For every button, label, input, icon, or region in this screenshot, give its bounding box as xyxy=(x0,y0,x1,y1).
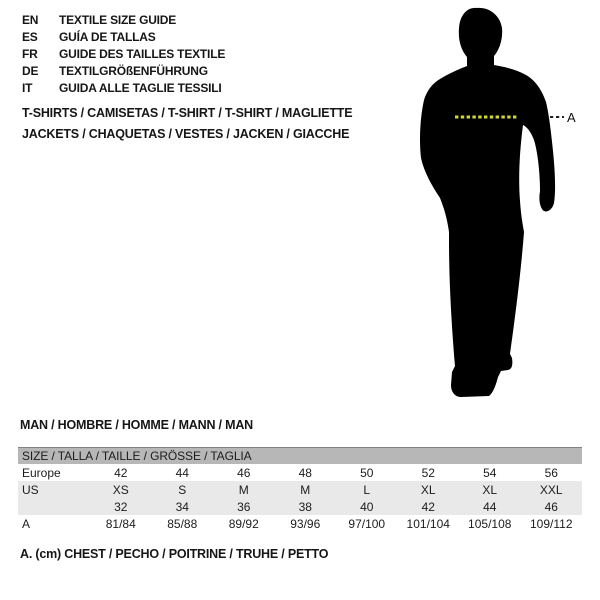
measure-label-a: A xyxy=(567,110,576,125)
size-cell: 44 xyxy=(175,465,189,480)
size-cell: 40 xyxy=(336,498,398,515)
language-row xyxy=(22,45,225,62)
language-list xyxy=(22,11,225,96)
size-cell: 81/84 xyxy=(105,516,136,531)
category-line-tshirts: T-SHIRTS / CAMISETAS / T-SHIRT / T-SHIRT / MAGLIETTE xyxy=(22,106,353,120)
size-cell: 44 xyxy=(459,498,521,515)
size-cell: 32 xyxy=(90,498,152,515)
size-cell: M xyxy=(213,481,275,498)
language-label: TEXTILGRÖßENFÜHRUNG xyxy=(59,63,208,78)
size-cell: 105/108 xyxy=(468,516,512,531)
size-table-header: SIZE / TALLA / TAILLE / GRÖSSE / TAGLIA xyxy=(18,448,582,465)
language-label: TEXTILE SIZE GUIDE xyxy=(59,12,177,27)
language-code: FR xyxy=(22,46,38,61)
size-cell: L xyxy=(336,481,398,498)
size-cell: 85/88 xyxy=(167,516,198,531)
size-cell: 101/104 xyxy=(406,516,450,531)
language-code: EN xyxy=(22,12,39,27)
size-cell: 109/112 xyxy=(530,516,573,531)
size-cell: 52 xyxy=(421,465,435,480)
language-code: IT xyxy=(22,80,33,95)
language-code: DE xyxy=(22,63,39,78)
language-row xyxy=(22,79,225,96)
size-cell: XS xyxy=(90,481,152,498)
category-line-jackets: JACKETS / CHAQUETAS / VESTES / JACKEN / GIACCHE xyxy=(22,127,350,141)
size-cell: S xyxy=(152,481,214,498)
table-row-europe xyxy=(18,464,582,481)
size-cell: 38 xyxy=(275,498,337,515)
language-label: GUIDA ALLE TAGLIE TESSILI xyxy=(59,80,222,95)
language-label: GUIDE DES TAILLES TEXTILE xyxy=(59,46,226,61)
size-cell: 89/92 xyxy=(228,516,259,531)
language-row xyxy=(22,11,225,28)
man-silhouette-figure xyxy=(415,5,580,402)
size-cell: M xyxy=(275,481,337,498)
size-cell: 97/100 xyxy=(348,516,386,531)
language-code: ES xyxy=(22,29,38,44)
size-cell: 50 xyxy=(360,465,374,480)
row-label xyxy=(18,498,90,515)
size-cell: 42 xyxy=(114,465,128,480)
size-cell: 34 xyxy=(152,498,214,515)
size-cell: XL xyxy=(398,481,460,498)
size-cell: XL xyxy=(459,481,521,498)
row-label: Europe xyxy=(22,465,61,480)
size-cell: 56 xyxy=(544,465,558,480)
footnote-chest-legend: A. (cm) CHEST / PECHO / POITRINE / TRUHE / PETTO xyxy=(20,547,329,561)
language-row xyxy=(22,28,225,45)
man-silhouette xyxy=(420,8,555,397)
size-table xyxy=(18,447,582,532)
size-cell: 42 xyxy=(398,498,460,515)
language-label: GUÍA DE TALLAS xyxy=(59,29,156,44)
size-cell: 48 xyxy=(298,465,312,480)
section-title-man: MAN / HOMBRE / HOMME / MANN / MAN xyxy=(20,418,253,432)
table-row-us xyxy=(18,481,582,498)
size-cell: 36 xyxy=(213,498,275,515)
language-row xyxy=(22,62,225,79)
table-row-chest-cm xyxy=(18,515,582,532)
size-cell: 93/96 xyxy=(290,516,321,531)
size-table-header-row xyxy=(18,448,582,465)
size-cell: 46 xyxy=(521,498,583,515)
size-cell: 46 xyxy=(237,465,251,480)
size-cell: XXL xyxy=(521,481,583,498)
row-label: A xyxy=(22,516,31,531)
row-label: US xyxy=(18,481,90,498)
category-lines xyxy=(22,103,352,145)
size-cell: 54 xyxy=(483,465,497,480)
table-row-us-numeric xyxy=(18,498,582,515)
